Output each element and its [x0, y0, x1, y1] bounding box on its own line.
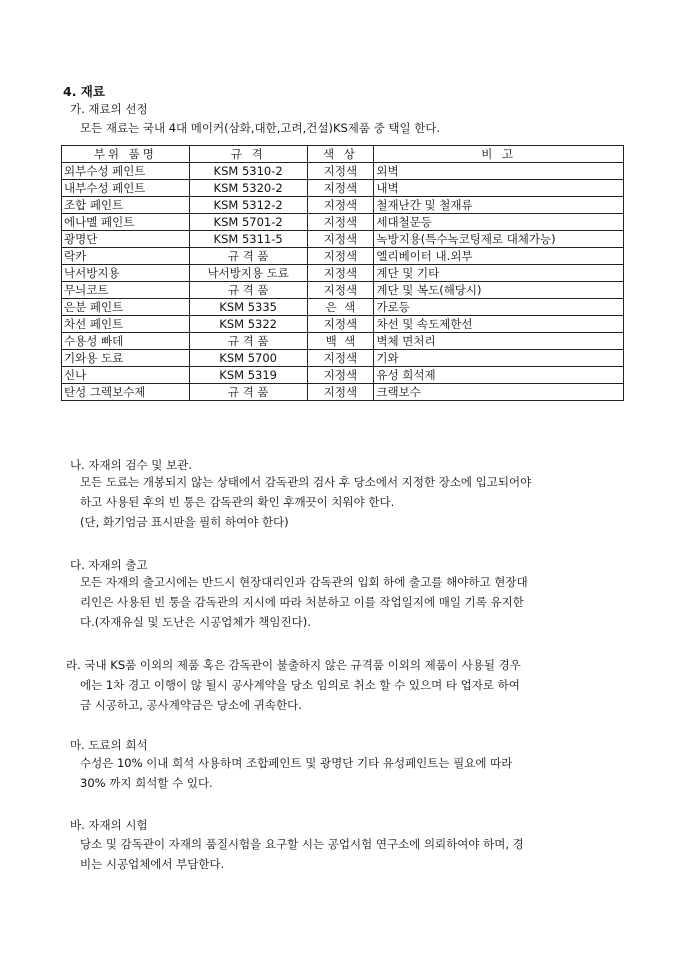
cell-part: 광명단: [62, 231, 190, 248]
subsection-f-line1: 당소 및 감독관이 자재의 품질시험을 요구할 시는 공업시험 연구소에 의뢰하여야 하며, 경: [80, 837, 524, 851]
cell-part: 무늬코트: [62, 282, 190, 299]
subsection-a-heading: 가. 재료의 선정: [70, 102, 148, 116]
subsection-c-line2: 리인은 사용된 빈 통을 감독관의 지시에 따라 처분하고 이를 작업일지에 매일 기록 유지한: [80, 595, 524, 609]
cell-color: 지정색: [307, 163, 374, 180]
table-row: [62, 214, 624, 231]
subsection-c-line3: 다.(자재유실 및 도난은 시공업체가 책임진다).: [80, 615, 311, 629]
table-row: [62, 282, 624, 299]
cell-part: 조합 페인트: [62, 197, 190, 214]
section-title: 4. 재료: [63, 84, 105, 99]
cell-spec: KSM 5319: [189, 367, 307, 384]
cell-part: 수용성 빠데: [62, 333, 190, 350]
table-row: [62, 265, 624, 282]
table-row: [62, 316, 624, 333]
cell-note: 벽체 면처리: [374, 333, 624, 350]
cell-note: 철재난간 및 철재류: [374, 197, 624, 214]
cell-part: 내부수성 페인트: [62, 180, 190, 197]
cell-color: 지정색: [307, 265, 374, 282]
subsection-a-text: 모든 재료는 국내 4대 메이커(삼화,대한,고려,건설)KS제품 중 택일 한다.: [80, 121, 441, 135]
cell-part: 락카: [62, 248, 190, 265]
table-header-row: [62, 146, 624, 163]
table-row: [62, 180, 624, 197]
subsection-b-body: [80, 472, 628, 532]
cell-color: 지정색: [307, 197, 374, 214]
cell-note: 계단 및 기타: [374, 265, 624, 282]
table-row: [62, 231, 624, 248]
cell-part: 낙서방지용: [62, 265, 190, 282]
subsection-b-line2: 하고 사용된 후의 빈 통은 감독관의 확인 후깨끗이 치워야 한다.: [80, 495, 395, 509]
materials-table: [61, 145, 624, 401]
cell-spec: KSM 5312-2: [189, 197, 307, 214]
cell-part: 은분 페인트: [62, 299, 190, 316]
subsection-b-line3: (단, 화기엄금 표시판을 필히 하여야 한다): [80, 515, 289, 529]
cell-note: 차선 및 속도제한선: [374, 316, 624, 333]
header-part-name: 부위 품명: [62, 146, 190, 163]
subsection-e-heading: 마. 도료의 희석: [70, 738, 148, 752]
cell-color: 지정색: [307, 384, 374, 401]
cell-note: 유성 희석제: [374, 367, 624, 384]
subsection-c-line1: 모든 자재의 출고시에는 반드시 현장대리인과 감독관의 입회 하에 출고를 해야하고 현장대: [80, 575, 528, 589]
subsection-d-line3: 금 시공하고, 공사계약금은 당소에 귀속한다.: [80, 698, 302, 712]
cell-note: 기와: [374, 350, 624, 367]
cell-note: 외벽: [374, 163, 624, 180]
cell-part: 탄성 그렉보수제: [62, 384, 190, 401]
cell-spec: KSM 5311-5: [189, 231, 307, 248]
table-row: [62, 367, 624, 384]
cell-note: 계단 및 복도(해당시): [374, 282, 624, 299]
cell-note: 세대철문등: [374, 214, 624, 231]
table-row: [62, 299, 624, 316]
cell-part: 기와용 도료: [62, 350, 190, 367]
cell-spec: 규 격 품: [189, 384, 307, 401]
cell-spec: 규 격 품: [189, 282, 307, 299]
cell-spec: KSM 5700: [189, 350, 307, 367]
cell-spec: 낙서방지용 도료: [189, 265, 307, 282]
cell-color: 지정색: [307, 350, 374, 367]
cell-spec: KSM 5335: [189, 299, 307, 316]
subsection-f-body: [80, 834, 628, 874]
cell-color: 지정색: [307, 316, 374, 333]
cell-note: 내벽: [374, 180, 624, 197]
header-color: 색 상: [307, 146, 374, 163]
subsection-d-line2: 에는 1차 경고 이행이 않 될시 공사계약을 당소 임의로 취소 할 수 있으며 타 업자로 하여: [80, 678, 520, 692]
subsection-b-heading: 나. 자재의 검수 및 보관.: [70, 458, 192, 472]
cell-color: 백 색: [307, 333, 374, 350]
cell-spec: KSM 5322: [189, 316, 307, 333]
table-row: [62, 248, 624, 265]
table-row: [62, 384, 624, 401]
subsection-d-body: [66, 655, 626, 715]
subsection-d-line1: 라. 국내 KS품 이외의 제품 혹은 감독관이 불출하지 않은 규격품 이외의 제품이 사용될 경우: [66, 658, 521, 672]
subsection-c-body: [80, 572, 628, 632]
cell-note: 가로등: [374, 299, 624, 316]
cell-color: 지정색: [307, 231, 374, 248]
cell-color: 지정색: [307, 282, 374, 299]
subsection-b-line1: 모든 도료는 개봉되지 않는 상태에서 감독관의 검사 후 당소에서 지정한 장소에 입고되어야: [80, 475, 532, 489]
subsection-e-line2: 30% 까지 희석할 수 있다.: [80, 776, 213, 790]
cell-spec: KSM 5310-2: [189, 163, 307, 180]
cell-spec: 규 격 품: [189, 248, 307, 265]
table-row: [62, 163, 624, 180]
subsection-e-body: [80, 753, 628, 793]
table-row: [62, 333, 624, 350]
cell-color: 지정색: [307, 367, 374, 384]
subsection-f-heading: 바. 자재의 시험: [70, 818, 148, 832]
subsection-c-heading: 다. 자재의 출고: [70, 558, 148, 572]
subsection-f-line2: 비는 시공업체에서 부담한다.: [80, 857, 225, 871]
subsection-e-line1: 수성은 10% 이내 희석 사용하며 조합페인트 및 광명단 기타 유성페인트는 필요에 따라: [80, 756, 513, 770]
cell-note: 녹방지용(특수녹코팅제로 대체가능): [374, 231, 624, 248]
cell-color: 지정색: [307, 248, 374, 265]
cell-part: 에나멜 페인트: [62, 214, 190, 231]
cell-spec: 규 격 품: [189, 333, 307, 350]
table-row: [62, 197, 624, 214]
cell-note: 엘리베이터 내.외부: [374, 248, 624, 265]
cell-spec: KSM 5701-2: [189, 214, 307, 231]
header-spec: 규 격: [189, 146, 307, 163]
cell-note: 크랙보수: [374, 384, 624, 401]
cell-color: 지정색: [307, 214, 374, 231]
cell-color: 지정색: [307, 180, 374, 197]
cell-part: 외부수성 페인트: [62, 163, 190, 180]
header-note: 비 고: [374, 146, 624, 163]
table-row: [62, 350, 624, 367]
cell-color: 은 색: [307, 299, 374, 316]
cell-spec: KSM 5320-2: [189, 180, 307, 197]
cell-part: 차선 페인트: [62, 316, 190, 333]
cell-part: 신나: [62, 367, 190, 384]
